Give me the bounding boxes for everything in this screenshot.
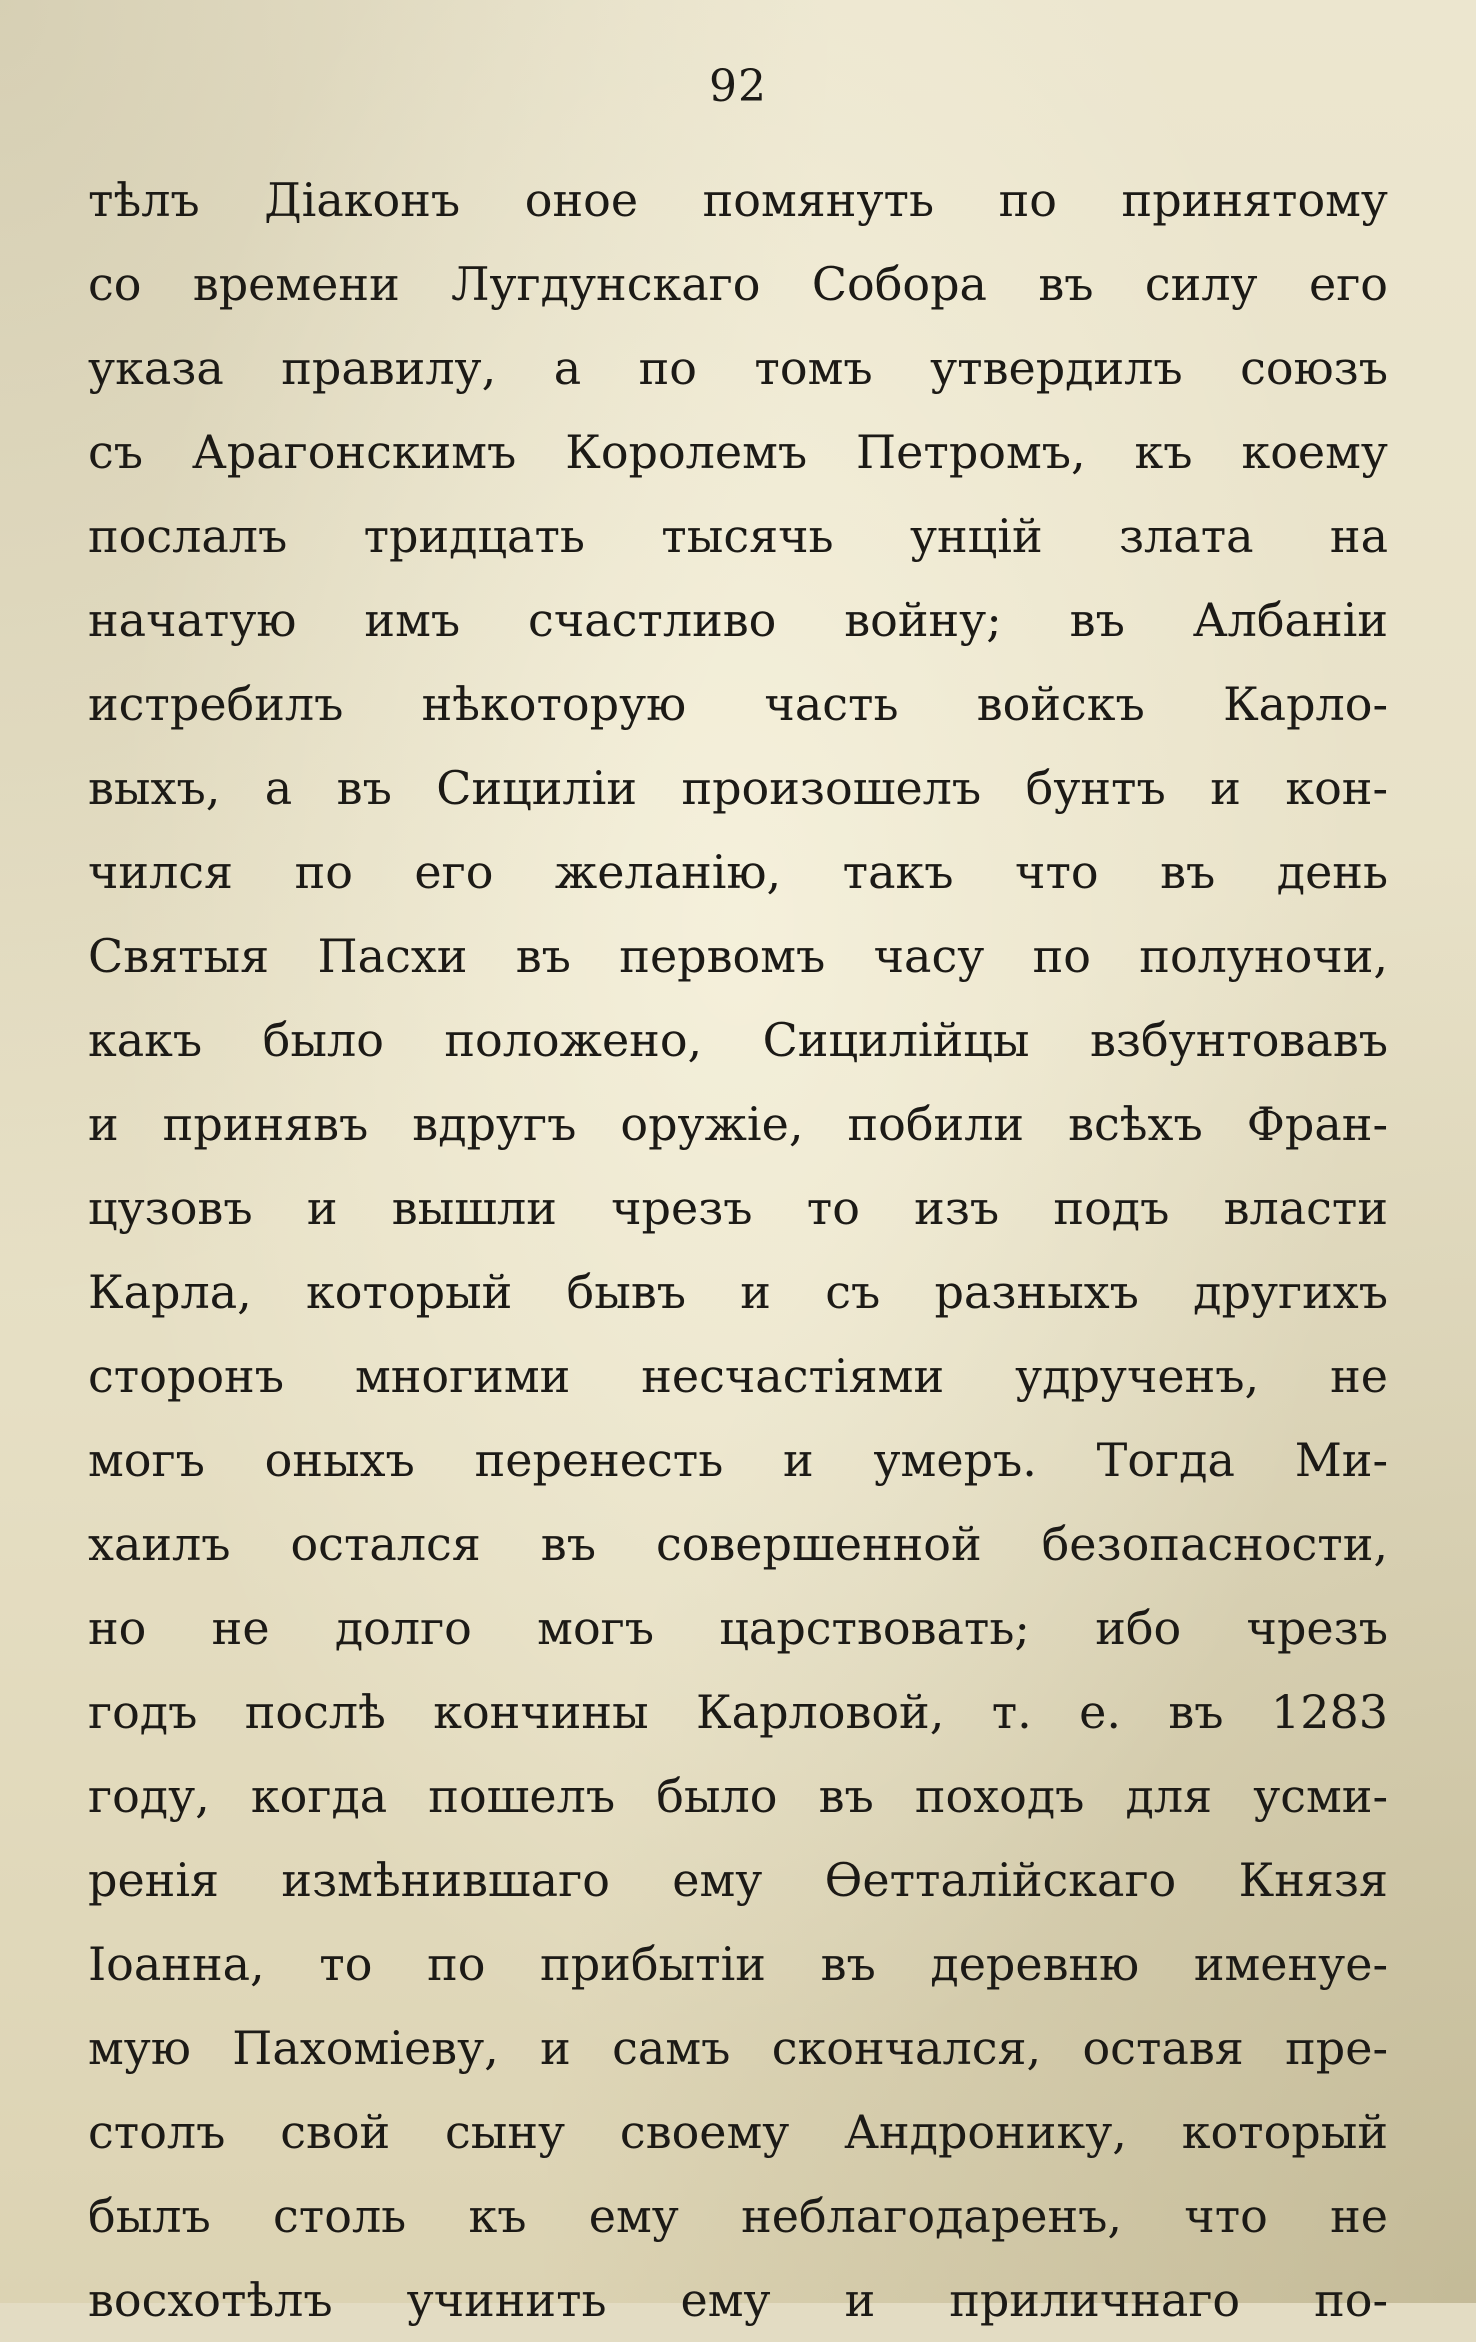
text-line: Святыя Пасхи въ первомъ часу по полуночи,	[88, 929, 1388, 983]
text-line: цузовъ и вышли чрезъ то изъ подъ власти	[88, 1181, 1388, 1235]
text-line: Іоанна, то по прибытіи въ деревню именуе-	[88, 1937, 1388, 1991]
text-line: Карла, который бывъ и съ разныхъ другихъ	[88, 1265, 1388, 1319]
text-line: со времени Лугдунскаго Собора въ силу его	[88, 257, 1388, 311]
text-line: былъ столь къ ему неблагодаренъ, что не	[88, 2189, 1388, 2243]
text-line: съ Арагонскимъ Королемъ Петромъ, къ коему	[88, 425, 1388, 479]
text-line: но не долго могъ царствовать; ибо чрезъ	[88, 1601, 1388, 1655]
text-line: годъ послѣ кончины Карловой, т. е. въ 1283	[88, 1685, 1388, 1739]
text-line: году, когда пошелъ было въ походъ для усми-	[88, 1769, 1388, 1823]
text-line: послалъ тридцать тысячь унцій злата на	[88, 509, 1388, 563]
text-line: хаилъ остался въ совершенной безопасности,	[88, 1517, 1388, 1571]
page-number: 92	[709, 61, 767, 112]
text-line: восхотѣлъ учинить ему и приличнаго по-	[88, 2273, 1388, 2327]
text-line: чился по его желанію, такъ что въ день	[88, 845, 1388, 899]
text-line: столъ свой сыну своему Андронику, который	[88, 2105, 1388, 2159]
text-line: тѣлъ Діаконъ оное помянуть по принятому	[88, 173, 1388, 227]
text-line: ренія измѣнившаго ему Ѳетталійскаго Князя	[88, 1853, 1388, 1907]
text-line: выхъ, а въ Сициліи произошелъ бунтъ и кон-	[88, 761, 1388, 815]
text-line: указа правилу, а по томъ утвердилъ союзъ	[88, 341, 1388, 395]
text-line: какъ было положено, Сицилійцы взбунтовавъ	[88, 1013, 1388, 1067]
text-line: могъ оныхъ перенесть и умеръ. Тогда Ми-	[88, 1433, 1388, 1487]
text-line: и принявъ вдругъ оружіе, побили всѣхъ Фран-	[88, 1097, 1388, 1151]
text-line: истребилъ нѣкоторую часть войскъ Карло-	[88, 677, 1388, 731]
text-line: мую Пахоміеву, и самъ скончался, оставя пре-	[88, 2021, 1388, 2075]
body-text	[88, 158, 1388, 2342]
text-line: сторонъ многими несчастіями удрученъ, не	[88, 1349, 1388, 1403]
text-line: начатую имъ счастливо войну; въ Албаніи	[88, 593, 1388, 647]
